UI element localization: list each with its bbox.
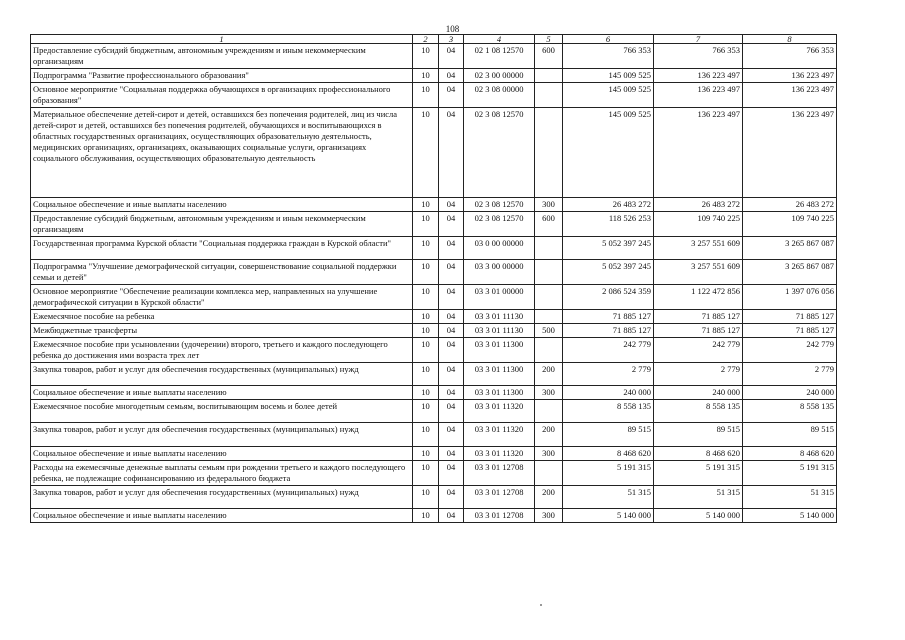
expense-type-code (535, 260, 563, 285)
amount-year-1: 240 000 (563, 386, 654, 400)
amount-year-2: 3 257 551 609 (654, 260, 743, 285)
row-name: Предоставление субсидий бюджетным, автономным учреждениям и иным некоммерческим организациям (31, 44, 413, 69)
amount-year-3: 51 315 (743, 486, 837, 509)
amount-year-2: 8 558 135 (654, 400, 743, 423)
target-article-code: 02 3 08 00000 (464, 83, 535, 108)
section-code: 10 (413, 237, 439, 260)
target-article-code: 03 3 00 00000 (464, 260, 535, 285)
amount-year-3: 5 191 315 (743, 461, 837, 486)
row-name: Межбюджетные трансферты (31, 324, 413, 338)
table-row (31, 461, 837, 486)
table-row (31, 83, 837, 108)
column-number-5: 5 (535, 35, 563, 44)
amount-year-1: 5 191 315 (563, 461, 654, 486)
target-article-code: 03 3 01 11320 (464, 423, 535, 447)
expense-type-code (535, 338, 563, 363)
subsection-code: 04 (439, 363, 464, 386)
amount-year-3: 8 558 135 (743, 400, 837, 423)
amount-year-3: 26 483 272 (743, 198, 837, 212)
amount-year-3: 3 265 867 087 (743, 260, 837, 285)
column-number-3: 3 (439, 35, 464, 44)
amount-year-2: 109 740 225 (654, 212, 743, 237)
expense-type-code: 600 (535, 44, 563, 69)
amount-year-1: 2 086 524 359 (563, 285, 654, 310)
column-number-1: 1 (31, 35, 413, 44)
expense-type-code (535, 400, 563, 423)
row-name: Основное мероприятие "Социальная поддержка обучающихся в организациях профессионального образования" (31, 83, 413, 108)
subsection-code: 04 (439, 44, 464, 69)
amount-year-2: 5 140 000 (654, 509, 743, 523)
amount-year-1: 118 526 253 (563, 212, 654, 237)
row-name: Социальное обеспечение и иные выплаты населению (31, 509, 413, 523)
subsection-code: 04 (439, 260, 464, 285)
amount-year-1: 51 315 (563, 486, 654, 509)
row-name: Расходы на ежемесячные денежные выплаты семьям при рождении третьего и каждого последующего ребенка, не подлежащие софинансированию из федерального бюджета (31, 461, 413, 486)
scan-artifact-dot (540, 604, 542, 606)
table-row (31, 260, 837, 285)
subsection-code: 04 (439, 310, 464, 324)
section-code: 10 (413, 44, 439, 69)
subsection-code: 04 (439, 69, 464, 83)
section-code: 10 (413, 486, 439, 509)
row-name: Закупка товаров, работ и услуг для обеспечения государственных (муниципальных) нужд (31, 423, 413, 447)
table-row (31, 400, 837, 423)
section-code: 10 (413, 386, 439, 400)
target-article-code: 02 3 00 00000 (464, 69, 535, 83)
table-row (31, 363, 837, 386)
section-code: 10 (413, 285, 439, 310)
section-code: 10 (413, 400, 439, 423)
amount-year-1: 242 779 (563, 338, 654, 363)
amount-year-1: 5 052 397 245 (563, 260, 654, 285)
target-article-code: 03 3 01 11300 (464, 386, 535, 400)
table-row (31, 212, 837, 237)
row-name: Закупка товаров, работ и услуг для обеспечения государственных (муниципальных) нужд (31, 363, 413, 386)
amount-year-3: 109 740 225 (743, 212, 837, 237)
target-article-code: 02 3 08 12570 (464, 108, 535, 198)
table-row (31, 447, 837, 461)
column-number-4: 4 (464, 35, 535, 44)
section-code: 10 (413, 509, 439, 523)
section-code: 10 (413, 260, 439, 285)
table-row (31, 108, 837, 198)
expense-type-code: 200 (535, 486, 563, 509)
amount-year-3: 136 223 497 (743, 108, 837, 198)
subsection-code: 04 (439, 447, 464, 461)
section-code: 10 (413, 338, 439, 363)
subsection-code: 04 (439, 338, 464, 363)
amount-year-2: 136 223 497 (654, 108, 743, 198)
amount-year-2: 766 353 (654, 44, 743, 69)
subsection-code: 04 (439, 198, 464, 212)
expense-type-code: 200 (535, 363, 563, 386)
amount-year-1: 766 353 (563, 44, 654, 69)
expense-type-code (535, 310, 563, 324)
amount-year-3: 240 000 (743, 386, 837, 400)
section-code: 10 (413, 69, 439, 83)
amount-year-3: 766 353 (743, 44, 837, 69)
table-row (31, 285, 837, 310)
expense-type-code (535, 69, 563, 83)
amount-year-3: 136 223 497 (743, 69, 837, 83)
row-name: Основное мероприятие "Обеспечение реализации комплекса мер, направленных на улучшение демографической ситуации в Курской области" (31, 285, 413, 310)
subsection-code: 04 (439, 83, 464, 108)
row-name: Государственная программа Курской области "Социальная поддержка граждан в Курской области" (31, 237, 413, 260)
expense-type-code (535, 461, 563, 486)
amount-year-1: 2 779 (563, 363, 654, 386)
table-row (31, 423, 837, 447)
amount-year-2: 1 122 472 856 (654, 285, 743, 310)
column-number-8: 8 (743, 35, 837, 44)
table-row (31, 338, 837, 363)
section-code: 10 (413, 447, 439, 461)
section-code: 10 (413, 461, 439, 486)
amount-year-1: 71 885 127 (563, 324, 654, 338)
table-body (31, 35, 837, 523)
amount-year-1: 145 009 525 (563, 69, 654, 83)
amount-year-3: 8 468 620 (743, 447, 837, 461)
expense-type-code: 300 (535, 386, 563, 400)
amount-year-1: 145 009 525 (563, 108, 654, 198)
amount-year-2: 240 000 (654, 386, 743, 400)
amount-year-3: 1 397 076 056 (743, 285, 837, 310)
row-name: Предоставление субсидий бюджетным, автономным учреждениям и иным некоммерческим организациям (31, 212, 413, 237)
amount-year-2: 51 315 (654, 486, 743, 509)
expense-type-code: 200 (535, 423, 563, 447)
target-article-code: 03 3 01 11130 (464, 310, 535, 324)
amount-year-3: 71 885 127 (743, 324, 837, 338)
section-code: 10 (413, 363, 439, 386)
amount-year-2: 8 468 620 (654, 447, 743, 461)
row-name: Закупка товаров, работ и услуг для обеспечения государственных (муниципальных) нужд (31, 486, 413, 509)
amount-year-2: 2 779 (654, 363, 743, 386)
amount-year-3: 242 779 (743, 338, 837, 363)
row-name: Подпрограмма "Развитие профессионального образования" (31, 69, 413, 83)
table-row (31, 198, 837, 212)
budget-table (30, 34, 837, 523)
subsection-code: 04 (439, 423, 464, 447)
expense-type-code: 300 (535, 198, 563, 212)
target-article-code: 03 3 01 12708 (464, 461, 535, 486)
subsection-code: 04 (439, 400, 464, 423)
subsection-code: 04 (439, 486, 464, 509)
subsection-code: 04 (439, 386, 464, 400)
amount-year-2: 3 257 551 609 (654, 237, 743, 260)
row-name: Ежемесячное пособие на ребенка (31, 310, 413, 324)
amount-year-2: 71 885 127 (654, 310, 743, 324)
subsection-code: 04 (439, 108, 464, 198)
amount-year-3: 3 265 867 087 (743, 237, 837, 260)
target-article-code: 03 3 01 11320 (464, 447, 535, 461)
target-article-code: 03 3 01 12708 (464, 509, 535, 523)
subsection-code: 04 (439, 509, 464, 523)
target-article-code: 03 3 01 11300 (464, 338, 535, 363)
section-code: 10 (413, 310, 439, 324)
amount-year-3: 71 885 127 (743, 310, 837, 324)
expense-type-code (535, 108, 563, 198)
table-row (31, 386, 837, 400)
column-number-row (31, 35, 837, 44)
expense-type-code (535, 285, 563, 310)
subsection-code: 04 (439, 212, 464, 237)
amount-year-2: 242 779 (654, 338, 743, 363)
table-row (31, 509, 837, 523)
table-row (31, 44, 837, 69)
expense-type-code: 300 (535, 447, 563, 461)
expense-type-code: 600 (535, 212, 563, 237)
table-row (31, 237, 837, 260)
amount-year-3: 5 140 000 (743, 509, 837, 523)
amount-year-1: 5 052 397 245 (563, 237, 654, 260)
amount-year-2: 5 191 315 (654, 461, 743, 486)
section-code: 10 (413, 423, 439, 447)
amount-year-1: 71 885 127 (563, 310, 654, 324)
row-name: Социальное обеспечение и иные выплаты населению (31, 386, 413, 400)
table-row (31, 69, 837, 83)
page-number: 108 (445, 24, 460, 34)
expense-type-code: 500 (535, 324, 563, 338)
row-name: Социальное обеспечение и иные выплаты населению (31, 447, 413, 461)
target-article-code: 03 3 01 11300 (464, 363, 535, 386)
subsection-code: 04 (439, 461, 464, 486)
section-code: 10 (413, 212, 439, 237)
subsection-code: 04 (439, 237, 464, 260)
amount-year-1: 26 483 272 (563, 198, 654, 212)
amount-year-1: 89 515 (563, 423, 654, 447)
target-article-code: 02 3 08 12570 (464, 198, 535, 212)
amount-year-2: 136 223 497 (654, 69, 743, 83)
target-article-code: 02 3 08 12570 (464, 212, 535, 237)
row-name: Социальное обеспечение и иные выплаты населению (31, 198, 413, 212)
target-article-code: 03 3 01 00000 (464, 285, 535, 310)
amount-year-1: 8 468 620 (563, 447, 654, 461)
amount-year-2: 71 885 127 (654, 324, 743, 338)
amount-year-1: 145 009 525 (563, 83, 654, 108)
row-name: Подпрограмма "Улучшение демографической ситуации, совершенствование социальной поддержки семьи и детей" (31, 260, 413, 285)
row-name: Ежемесячное пособие при усыновлении (удочерении) второго, третьего и каждого последующего ребенка до достижения ими возраста трех лет (31, 338, 413, 363)
section-code: 10 (413, 198, 439, 212)
row-name: Ежемесячное пособие многодетным семьям, воспитывающим восемь и более детей (31, 400, 413, 423)
amount-year-3: 89 515 (743, 423, 837, 447)
column-number-6: 6 (563, 35, 654, 44)
target-article-code: 03 3 01 11130 (464, 324, 535, 338)
target-article-code: 03 3 01 11320 (464, 400, 535, 423)
amount-year-1: 5 140 000 (563, 509, 654, 523)
amount-year-2: 136 223 497 (654, 83, 743, 108)
table-row (31, 486, 837, 509)
amount-year-1: 8 558 135 (563, 400, 654, 423)
target-article-code: 03 3 01 12708 (464, 486, 535, 509)
column-number-7: 7 (654, 35, 743, 44)
column-number-2: 2 (413, 35, 439, 44)
target-article-code: 02 1 08 12570 (464, 44, 535, 69)
amount-year-3: 136 223 497 (743, 83, 837, 108)
expense-type-code (535, 237, 563, 260)
subsection-code: 04 (439, 324, 464, 338)
table-row (31, 310, 837, 324)
subsection-code: 04 (439, 285, 464, 310)
expense-type-code: 300 (535, 509, 563, 523)
section-code: 10 (413, 324, 439, 338)
row-name: Материальное обеспечение детей-сирот и детей, оставшихся без попечения родителей, лиц из числа детей-сирот и детей, оставшихся без попечения родителей, обучающихся и воспитывающихся в областных государственных организациях, осуществляющих образовательную деятельность, медицинских организациях, организациях, оказывающих социальные услуги, организациях социального обслуживания, осуществляющих образовательную деятельность (31, 108, 413, 198)
amount-year-2: 89 515 (654, 423, 743, 447)
expense-type-code (535, 83, 563, 108)
table-row (31, 324, 837, 338)
target-article-code: 03 0 00 00000 (464, 237, 535, 260)
section-code: 10 (413, 83, 439, 108)
amount-year-3: 2 779 (743, 363, 837, 386)
section-code: 10 (413, 108, 439, 198)
amount-year-2: 26 483 272 (654, 198, 743, 212)
